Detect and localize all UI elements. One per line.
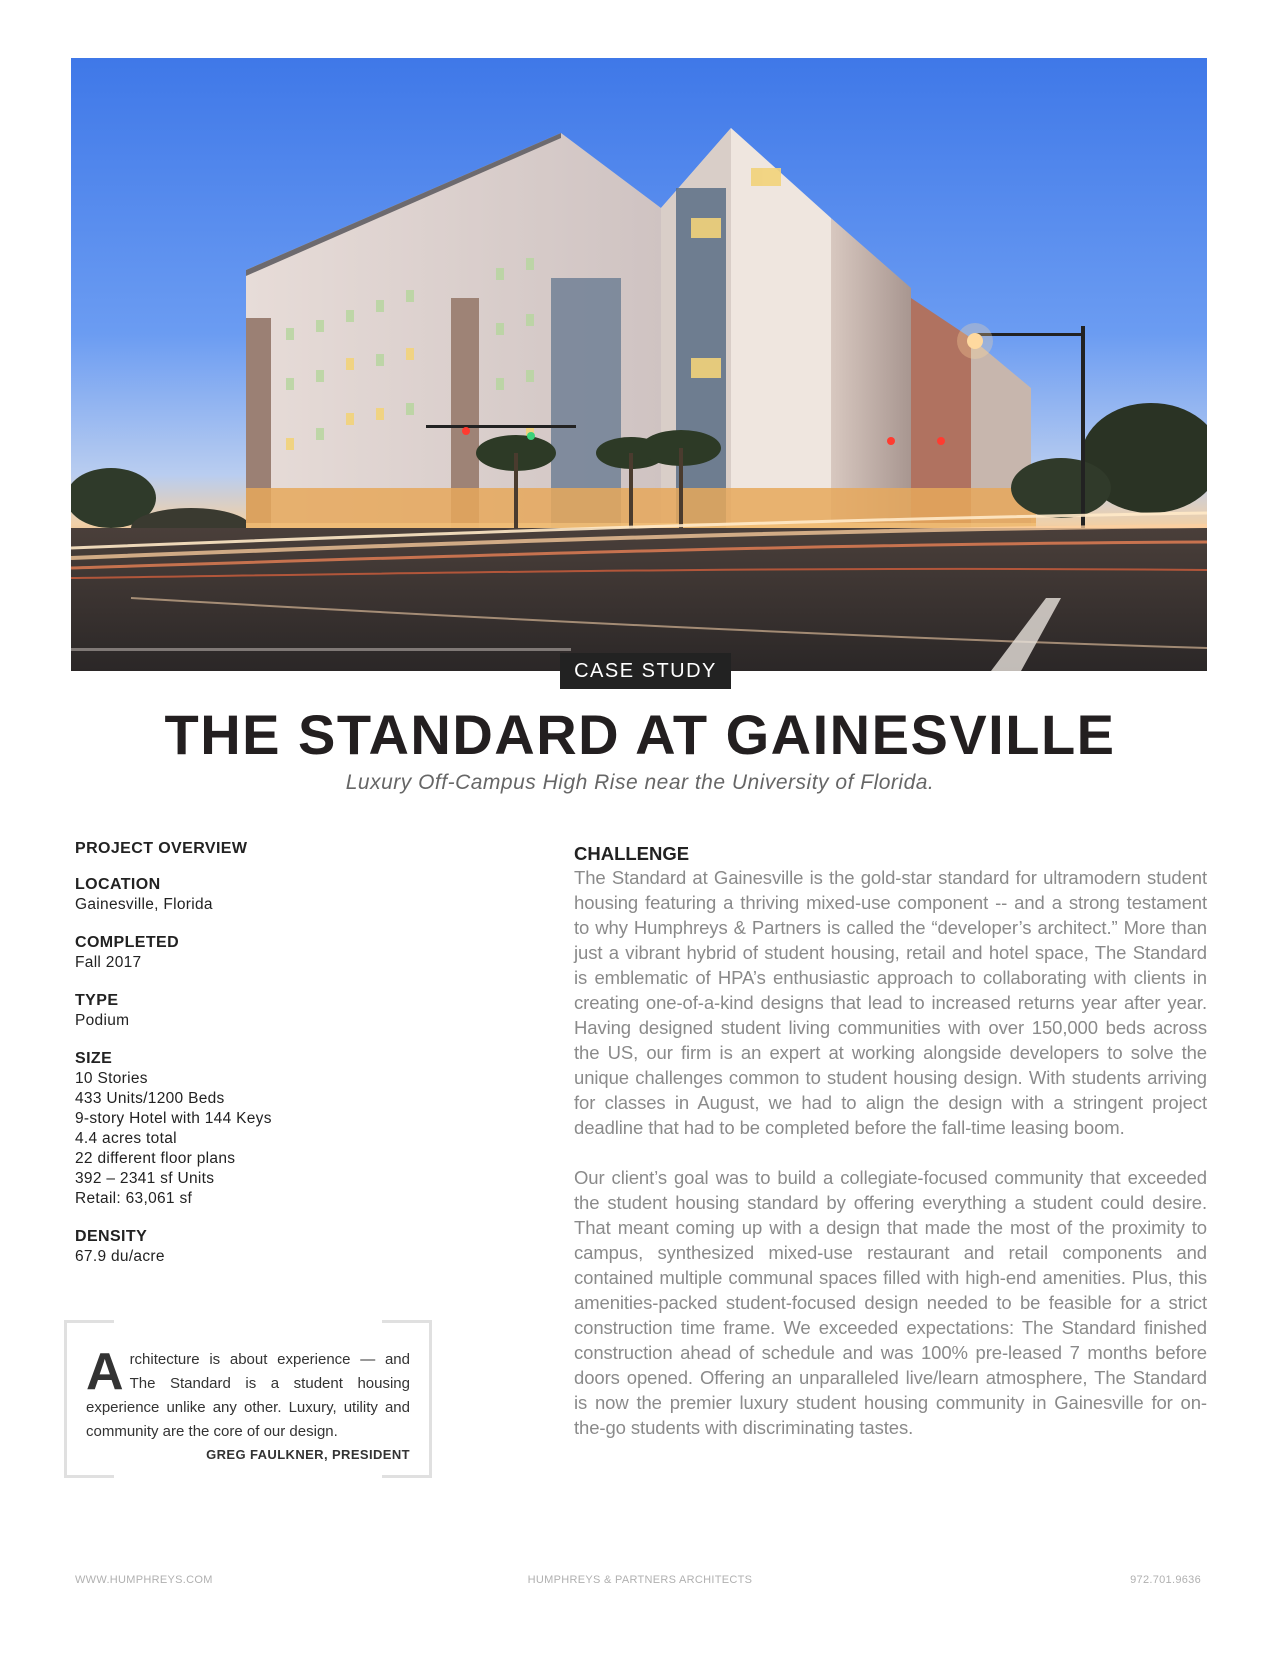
overview-label: LOCATION [75, 876, 161, 893]
overview-density [75, 1227, 495, 1267]
footer-company: HUMPHREYS & PARTNERS ARCHITECTS [527, 1574, 753, 1586]
pull-quote [64, 1320, 432, 1478]
overview-value: 67.9 du/acre [75, 1248, 165, 1265]
hero-photo [71, 58, 1207, 671]
quote-body: rchitecture is about experience — and The Standard is a student housing experience unlike any other. Luxury, utility and community are the core of our design. [86, 1351, 410, 1440]
overview-completed [75, 933, 495, 973]
overview-value: 433 Units/1200 Beds [75, 1090, 225, 1107]
building-illustration [71, 58, 1207, 671]
challenge-section [574, 843, 1207, 1440]
footer [75, 1574, 1205, 1594]
overview-heading: PROJECT OVERVIEW [75, 840, 248, 857]
overview-label: COMPLETED [75, 934, 180, 951]
overview-value: 4.4 acres total [75, 1130, 177, 1147]
footer-website: WWW.HUMPHREYS.COM [75, 1574, 213, 1586]
overview-value: Fall 2017 [75, 954, 142, 971]
quote-border [429, 1320, 432, 1478]
quote-text [86, 1343, 410, 1444]
challenge-paragraph: Our client’s goal was to build a collegiate-focused community that exceeded the student housing standard by offering everything a student could desire. That meant coming up with a design that made the most of the proximity to campus, synthesized mixed-use restaurant and retail components and contained multiple communal spaces filled with high-end amenities. Plus, this amenities-packed student-focused design needed to be feasible for a strict construction time frame. We exceeded expectations: The Standard finished construction ahead of schedule and was 100% pre-leased 7 months before doors opened. Offering an unparalleled live/learn atmosphere, The Standard is now the premier luxury student housing community in Gainesville for on-the-go students with discriminating tastes. [574, 1167, 1207, 1438]
page-title: THE STANDARD AT GAINESVILLE [164, 703, 1116, 766]
overview-location [75, 875, 495, 915]
quote-drop-cap: A [86, 1343, 124, 1401]
overview-label: DENSITY [75, 1228, 148, 1245]
overview-value: 9-story Hotel with 144 Keys [75, 1110, 272, 1127]
overview-value: 22 different floor plans [75, 1150, 236, 1167]
case-study-badge: CASE STUDY [560, 653, 731, 689]
overview-type [75, 991, 495, 1031]
project-overview [75, 840, 495, 1285]
page-subtitle: Luxury Off-Campus High Rise near the University of Florida. [345, 771, 935, 794]
footer-phone: 972.701.9636 [1130, 1574, 1201, 1586]
quote-border [64, 1320, 67, 1478]
overview-label: SIZE [75, 1050, 113, 1067]
quote-author: GREG FAULKNER, PRESIDENT [206, 1447, 410, 1462]
overview-value: 392 – 2341 sf Units [75, 1170, 215, 1187]
overview-size [75, 1049, 495, 1209]
overview-value: Gainesville, Florida [75, 896, 213, 913]
overview-label: TYPE [75, 992, 119, 1009]
challenge-heading: CHALLENGE [574, 843, 690, 864]
overview-value: Retail: 63,061 sf [75, 1190, 193, 1207]
overview-value: Podium [75, 1012, 130, 1029]
overview-value: 10 Stories [75, 1070, 148, 1087]
challenge-paragraph: The Standard at Gainesville is the gold-star standard for ultramodern student housing featuring a thriving mixed-use component -- and a strong testament to why Humphreys & Partners is called the “developer’s architect.” More than just a vibrant hybrid of student housing, retail and hotel space, The Standard is emblematic of HPA’s enthusiastic approach to collaborating with clients in creating one-of-a-kind designs that lead to increased returns year after year. Having designed student living communities with over 150,000 beds across the US, our firm is an expert at working alongside developers to solve the unique challenges common to student housing design. With students arriving for classes in August, we had to align the design with a stringent project deadline that had to be completed before the fall-time leasing boom. [574, 867, 1207, 1138]
